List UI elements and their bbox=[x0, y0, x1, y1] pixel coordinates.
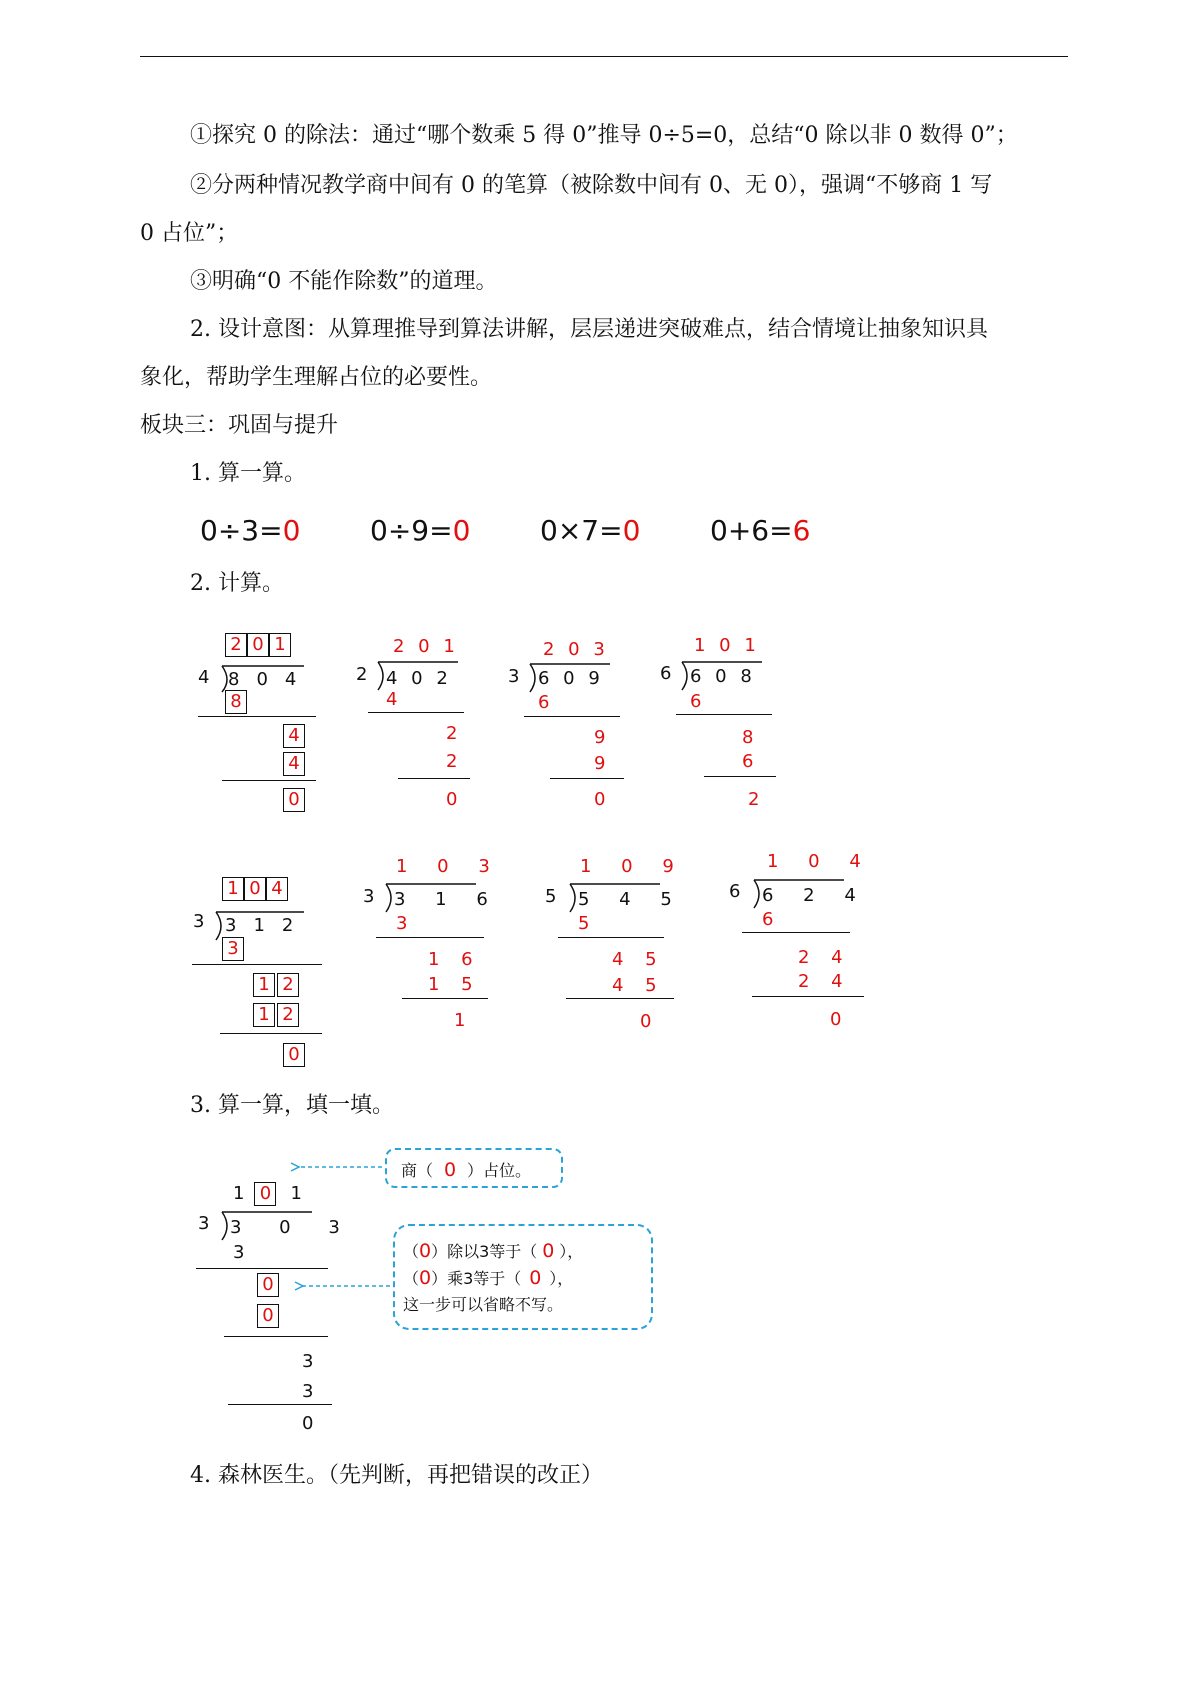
divisor: 3 bbox=[193, 911, 205, 932]
divisor: 3 bbox=[198, 1213, 210, 1234]
subtrahend: 6 bbox=[538, 692, 550, 713]
subtrahend: 6 bbox=[762, 909, 774, 930]
quotient: 2 0 3 bbox=[543, 639, 609, 660]
subtrahend: 1 5 bbox=[428, 974, 481, 995]
subtrahend: 3 bbox=[396, 913, 408, 934]
division-bracket-7 bbox=[570, 884, 660, 912]
subtrahend: 6 bbox=[742, 751, 754, 772]
divisor: 2 bbox=[356, 664, 368, 685]
remainder: 0 bbox=[594, 789, 606, 810]
remainder-step: 9 bbox=[594, 727, 606, 748]
text-line-2b: 0 占位”； bbox=[140, 221, 239, 246]
division-bracket-2 bbox=[378, 662, 458, 690]
subtrahend: 1 2 bbox=[253, 1003, 299, 1027]
subtrahend: 4 5 bbox=[612, 975, 665, 996]
remainder: 2 bbox=[748, 789, 760, 810]
subtrahend: 3 bbox=[222, 937, 244, 961]
subtrahend: 8 bbox=[225, 690, 247, 714]
dividend: 6 0 9 bbox=[538, 668, 604, 689]
q1-equation-3: 0×7=0 bbox=[540, 514, 641, 547]
q1-equation-4: 0+6=6 bbox=[710, 514, 811, 547]
quotient: 2 0 1 bbox=[225, 633, 291, 657]
quotient: 1 0 1 bbox=[233, 1183, 302, 1204]
division-bracket-6 bbox=[386, 884, 476, 912]
subtrahend: 2 bbox=[446, 751, 458, 772]
subtrahend: 2 4 bbox=[798, 971, 851, 992]
divisor: 3 bbox=[508, 666, 520, 687]
dividend: 3 0 3 bbox=[230, 1217, 356, 1238]
dividend: 804 bbox=[228, 669, 314, 690]
divisor: 6 bbox=[660, 663, 672, 684]
division-bracket-q3 bbox=[222, 1212, 312, 1240]
text-line-3: ③明确“0 不能作除数”的道理。 bbox=[190, 269, 498, 294]
remainder: 0 bbox=[446, 789, 458, 810]
remainder-step: 4 5 bbox=[612, 949, 665, 970]
division-bracket-1 bbox=[222, 666, 304, 692]
division-bracket-8 bbox=[754, 880, 844, 908]
section-heading: 板块三：巩固与提升 bbox=[140, 413, 339, 438]
remainder: 0 bbox=[640, 1011, 652, 1032]
question-1-title: 1. 算一算。 bbox=[190, 461, 306, 486]
text-line-2a: ②分两种情况教学商中间有 0 的笔算（被除数中间有 0、无 0），强调“不够商 1 写 bbox=[190, 173, 993, 198]
subtrahend: 5 bbox=[578, 913, 590, 934]
quotient: 1 0 4 bbox=[767, 851, 873, 872]
dividend: 6 0 8 bbox=[690, 666, 756, 687]
subtrahend: 6 bbox=[690, 691, 702, 712]
dividend: 4 0 2 bbox=[386, 668, 452, 689]
callout-line-2: （0）乘3等于（ 0 ）， bbox=[403, 1267, 574, 1289]
division-bracket-3 bbox=[530, 664, 610, 692]
remainder-step: 1 6 bbox=[428, 949, 481, 970]
remainder-step: 2 bbox=[446, 723, 458, 744]
remainder-step: 4 bbox=[283, 724, 305, 748]
question-4-title: 4. 森林医生。（先判断，再把错误的改正） bbox=[190, 1463, 603, 1488]
division-bracket-5 bbox=[216, 912, 304, 940]
remainder: 0 bbox=[302, 1413, 314, 1434]
divisor: 5 bbox=[545, 886, 557, 907]
dividend: 5 4 5 bbox=[578, 889, 684, 910]
quotient: 1 0 9 bbox=[580, 856, 686, 877]
remainder: 0 bbox=[283, 788, 305, 812]
quotient: 1 0 3 bbox=[396, 856, 502, 877]
subtrahend: 3 bbox=[302, 1381, 314, 1402]
question-2-title: 2. 计算。 bbox=[190, 571, 284, 596]
remainder-step: 2 4 bbox=[798, 947, 851, 968]
remainder: 0 bbox=[283, 1043, 305, 1067]
subtrahend: 0 bbox=[257, 1304, 279, 1328]
text-line-1: ①探究 0 的除法：通过“哪个数乘 5 得 0”推导 0÷5=0，总结“0 除以非 0 数得 0”； bbox=[190, 123, 1018, 148]
quotient: 2 0 1 bbox=[393, 636, 459, 657]
remainder: 1 bbox=[454, 1010, 466, 1031]
subtrahend: 3 bbox=[233, 1242, 245, 1263]
q1-equation-1: 0÷3=0 bbox=[200, 514, 301, 547]
subtrahend: 9 bbox=[594, 753, 606, 774]
subtrahend: 4 bbox=[283, 752, 305, 776]
divisor: 6 bbox=[729, 881, 741, 902]
remainder-step: 8 bbox=[742, 727, 754, 748]
text-line-4b: 象化，帮助学生理解占位的必要性。 bbox=[140, 365, 493, 390]
quotient: 1 0 1 bbox=[694, 635, 760, 656]
callout-line-3: 这一步可以省略不写。 bbox=[403, 1295, 564, 1314]
remainder-step: 1 2 bbox=[253, 973, 299, 997]
quotient: 1 0 4 bbox=[222, 877, 288, 901]
remainder: 0 bbox=[830, 1009, 842, 1030]
divisor: 4 bbox=[198, 667, 210, 688]
dividend: 3 1 6 bbox=[394, 889, 500, 910]
division-bracket-4 bbox=[682, 662, 762, 690]
text-line-4a: 2. 设计意图：从算理推导到算法讲解，层层递进突破难点，结合情境让抽象知识具 bbox=[190, 317, 988, 342]
remainder-step: 0 bbox=[257, 1273, 279, 1297]
divisor: 3 bbox=[363, 886, 375, 907]
q1-equation-2: 0÷9=0 bbox=[370, 514, 471, 547]
callout-placeholder: 商（ 0 ）占位。 bbox=[385, 1148, 563, 1188]
dividend: 6 2 4 bbox=[762, 885, 868, 906]
question-3-title: 3. 算一算，填一填。 bbox=[190, 1093, 394, 1118]
callout-line-1: （0）除以3等于（ 0 ）， bbox=[403, 1240, 584, 1262]
dividend: 312 bbox=[225, 915, 311, 936]
subtrahend: 4 bbox=[386, 689, 398, 710]
remainder-step: 3 bbox=[302, 1351, 314, 1372]
